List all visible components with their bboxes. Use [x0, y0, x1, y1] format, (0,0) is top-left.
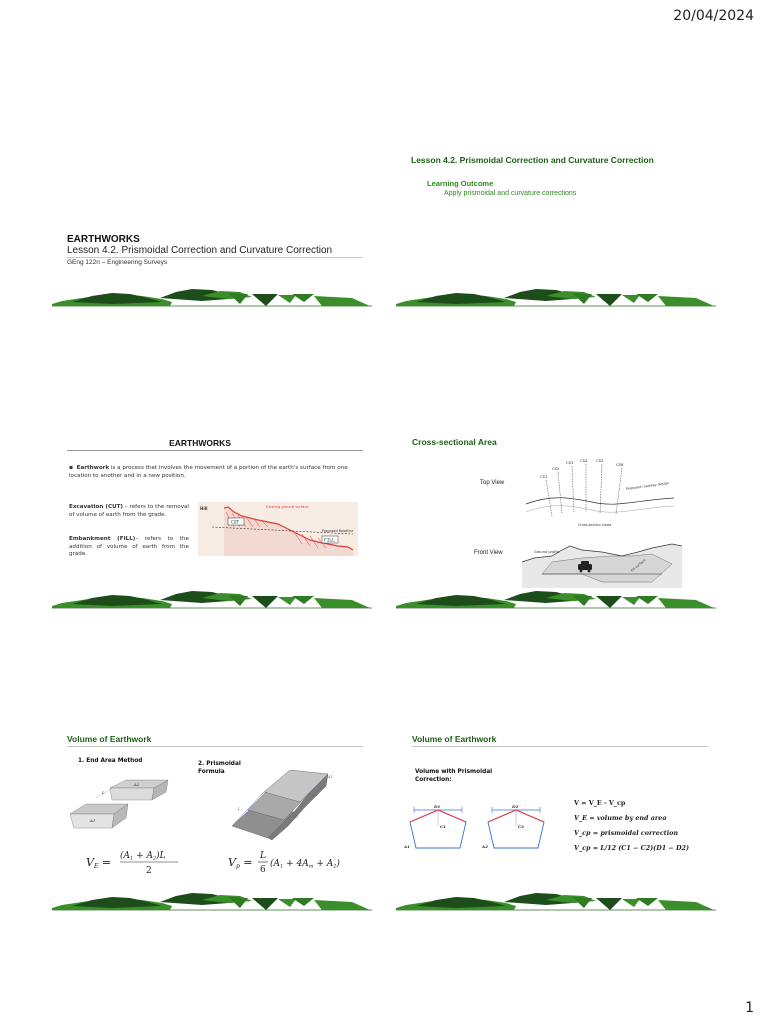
equation-correction-formula: V_cp = L/12 (C1 − C2)(D1 − D2): [574, 844, 690, 852]
cut-label: CUT: [231, 520, 240, 526]
cut-fill-diagram: [198, 502, 358, 556]
slide-title: Volume of Earthwork: [412, 734, 497, 744]
prismoidal-label-line2: Formula: [198, 769, 225, 774]
front-view-label: Front View: [474, 550, 503, 556]
decorative-mountain-band: [396, 890, 716, 912]
equation-correction: V_cp = prismoidal correction: [574, 829, 679, 837]
slide-3-earthworks: [52, 410, 372, 610]
fill-surface-label: Fill surface: [630, 558, 647, 573]
title-divider: [67, 257, 363, 258]
section-a1-diagram: [404, 804, 474, 854]
a1-label: A1: [404, 844, 410, 849]
svg-text:(A1 + 4Am + A2): (A1 + 4Am + A2): [270, 859, 340, 870]
a2-label: A2: [134, 782, 140, 787]
end-area-formula: [84, 846, 184, 876]
equation-volume: V = V_E - V_cp: [574, 799, 626, 807]
slide-6-prismoidal-correction: [396, 712, 716, 912]
cross-section-label: CS6: [616, 462, 624, 467]
prismoid-diagram: [228, 770, 338, 840]
cross-section-label: CS2: [552, 466, 560, 471]
slide-title: Cross-sectional Area: [412, 437, 497, 447]
cross-section-label: CS1: [540, 474, 548, 479]
svg-text:2: 2: [146, 866, 152, 876]
fill-label: FILL: [324, 538, 335, 544]
print-date: 20/04/2024: [673, 8, 754, 24]
earthwork-definition: [69, 464, 359, 480]
decorative-mountain-band: [52, 588, 372, 610]
section-a2-diagram: [482, 804, 552, 854]
decorative-mountain-band: [52, 890, 372, 912]
svg-text:Vp =: Vp =: [228, 856, 253, 870]
cut-text: – refers to the removal of volume of earth from the grade.: [69, 504, 189, 518]
length-label: L: [102, 790, 105, 795]
end-area-prism-diagram: [66, 774, 176, 830]
fill-definition: [69, 536, 189, 559]
earthwork-text: is a process that involves the movement of a portion of the earth's surface from one location to another and in a new position.: [69, 465, 348, 479]
ground-profile-label: Ground profile: [534, 550, 560, 554]
svg-text:(A1 + A2)L: (A1 + A2)L: [120, 851, 166, 862]
decorative-mountain-band: [396, 286, 716, 308]
decorative-mountain-band: [396, 588, 716, 610]
course-name: GEng 122n – Engineering Surveys: [67, 259, 168, 266]
cross-section-label: CS5: [596, 458, 604, 463]
fill-text: – refers to the addition of volume of earth from the grade.: [69, 536, 189, 557]
title-divider: [412, 746, 708, 747]
page-number: 1: [745, 1000, 754, 1016]
equation-end-area: V_E = volume by end area: [574, 814, 667, 822]
roadway-note: Proposed roadway design: [625, 480, 670, 491]
cross-section-note: Cross-section views: [578, 523, 612, 527]
svg-text:6: 6: [260, 865, 266, 875]
svg-text:L: L: [260, 851, 266, 861]
prismoid-a2-label: A2: [294, 815, 299, 819]
prismoid-a1-label: A1: [328, 775, 333, 779]
slide-1-title: [52, 108, 372, 308]
slide-5-volume-methods: [52, 712, 372, 912]
a2-label: A2: [482, 844, 488, 849]
a1-label: A1: [90, 818, 96, 823]
cut-definition: [69, 504, 189, 519]
prismoid-am-label: Am: [312, 793, 318, 797]
bullet-icon: ▪: [69, 464, 74, 471]
slide-subtitle: Lesson 4.2. Prismoidal Correction and Curvature Correction: [67, 245, 333, 256]
front-view-diagram: [522, 534, 682, 588]
subtitle-line1: Volume with Prismoidal: [415, 769, 493, 775]
prismoidal-subtitle: [415, 768, 492, 784]
learning-outcome-heading: Learning Outcome: [427, 179, 494, 188]
prismoidal-label-line1: 2. Prismoidal: [198, 761, 241, 767]
hill-label: Hill: [200, 506, 208, 511]
decorative-mountain-band: [52, 286, 372, 308]
existing-surface-label: Existing ground surface: [266, 505, 309, 509]
cross-section-label: CS4: [580, 458, 588, 463]
c1-label: C1: [440, 824, 446, 829]
top-view-diagram: [522, 454, 682, 532]
prismoid-l-label: L: [238, 807, 241, 811]
earthwork-term: Earthwork: [76, 465, 110, 471]
svg-text:VE =: VE =: [86, 856, 112, 870]
cross-section-label: CS3: [566, 460, 574, 465]
d1-label: D1: [434, 804, 441, 809]
title-divider: [67, 450, 363, 451]
top-view-label: Top View: [480, 480, 505, 486]
correction-equations: [574, 796, 689, 856]
slide-2-lesson: [396, 108, 716, 308]
slide-4-cross-section: [396, 410, 716, 610]
c2-label: C2: [518, 824, 524, 829]
slide-title: EARTHWORKS: [169, 438, 231, 448]
slide-title: EARTHWORKS: [67, 234, 140, 245]
learning-outcome-text: Apply prismoidal and curvature corrections: [444, 190, 577, 197]
fill-term: Embankment (FILL): [69, 536, 136, 542]
slide-title: Volume of Earthwork: [67, 734, 152, 744]
end-area-method-label: 1. End Area Method: [78, 758, 143, 764]
slide-title: Lesson 4.2. Prismoidal Correction and Curvature Correction: [411, 155, 654, 165]
proposed-roadline-label: Proposed Roadline: [322, 529, 354, 533]
d2-label: D2: [512, 804, 519, 809]
cut-term: Excavation (CUT): [69, 504, 123, 510]
prismoidal-formula: [226, 846, 346, 876]
subtitle-line2: Correction:: [415, 777, 452, 783]
title-divider: [67, 746, 363, 747]
